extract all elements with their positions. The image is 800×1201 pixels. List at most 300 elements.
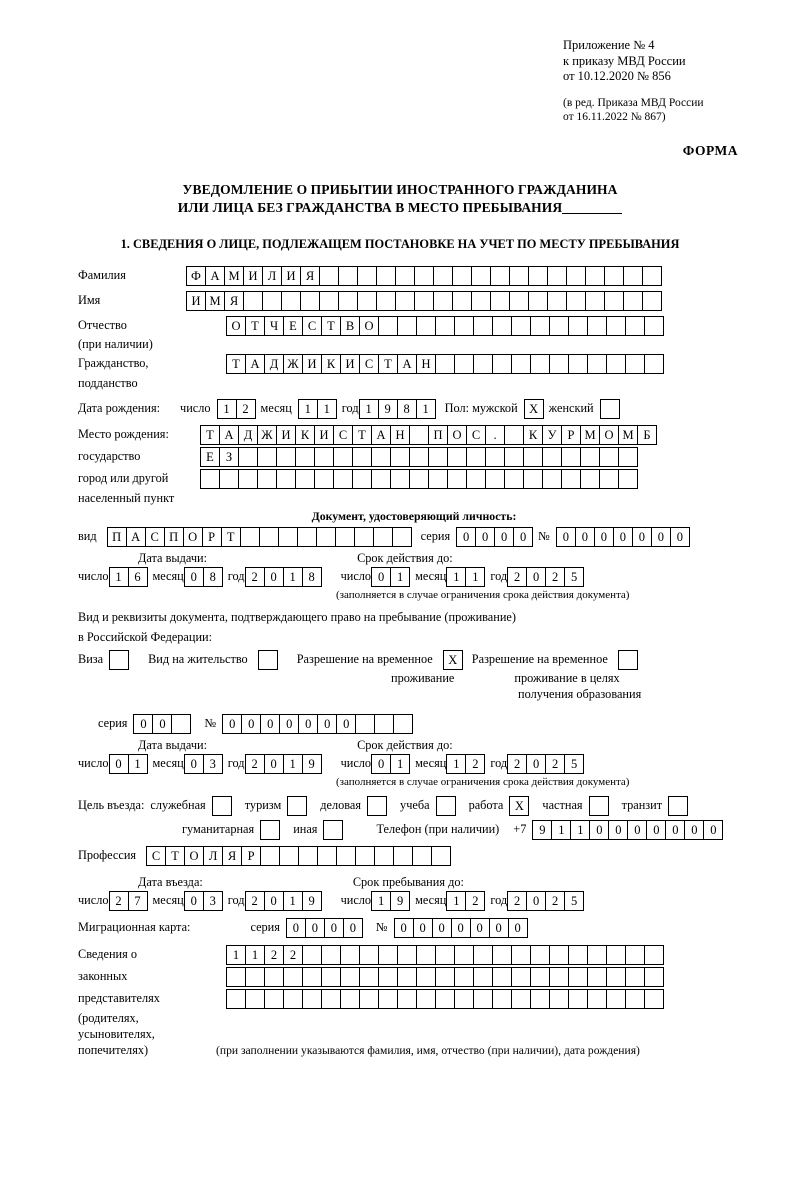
char-cell[interactable]: Ж	[257, 425, 277, 445]
char-cell[interactable]	[321, 989, 341, 1009]
char-cell[interactable]: 0	[413, 918, 433, 938]
char-cell[interactable]: 0	[241, 714, 261, 734]
char-cell[interactable]: 0	[526, 754, 546, 774]
char-cell[interactable]: И	[302, 354, 322, 374]
char-cell[interactable]	[276, 469, 296, 489]
char-cell[interactable]	[606, 354, 626, 374]
char-cell[interactable]	[283, 967, 303, 987]
char-cell[interactable]: Т	[321, 316, 341, 336]
char-cell[interactable]: 0	[279, 714, 299, 734]
char-cell[interactable]	[623, 291, 643, 311]
purpose-checkbox-служебная[interactable]	[212, 796, 232, 816]
char-cell[interactable]	[530, 945, 550, 965]
char-cell[interactable]: А	[397, 354, 417, 374]
char-cell[interactable]	[435, 989, 455, 1009]
char-cell[interactable]: 0	[632, 527, 652, 547]
char-cell[interactable]	[473, 316, 493, 336]
char-cell[interactable]: 0	[489, 918, 509, 938]
char-cell[interactable]: М	[205, 291, 225, 311]
char-cell[interactable]: 0	[470, 918, 490, 938]
char-cell[interactable]	[454, 354, 474, 374]
char-cell[interactable]: Т	[165, 846, 185, 866]
char-cell[interactable]: 0	[613, 527, 633, 547]
char-cell[interactable]: 1	[390, 754, 410, 774]
char-cell[interactable]: 1	[217, 399, 237, 419]
char-cell[interactable]	[587, 316, 607, 336]
char-cell[interactable]: Т	[245, 316, 265, 336]
char-cell[interactable]: Т	[352, 425, 372, 445]
char-cell[interactable]: Н	[416, 354, 436, 374]
char-cell[interactable]	[276, 447, 296, 467]
char-cell[interactable]	[300, 291, 320, 311]
char-cell[interactable]	[397, 989, 417, 1009]
char-cell[interactable]: И	[276, 425, 296, 445]
entry-month-input[interactable]	[184, 891, 222, 911]
char-cell[interactable]	[314, 469, 334, 489]
char-cell[interactable]: Т	[200, 425, 220, 445]
char-cell[interactable]	[340, 945, 360, 965]
char-cell[interactable]	[219, 469, 239, 489]
char-cell[interactable]	[295, 447, 315, 467]
char-cell[interactable]	[466, 469, 486, 489]
purpose-checkbox-работа[interactable]: X	[509, 796, 529, 816]
char-cell[interactable]: 6	[128, 567, 148, 587]
char-cell[interactable]: 0	[703, 820, 723, 840]
char-cell[interactable]	[530, 967, 550, 987]
char-cell[interactable]	[258, 650, 278, 670]
char-cell[interactable]	[393, 714, 413, 734]
char-cell[interactable]: 0	[152, 714, 172, 734]
entry-day-input[interactable]	[109, 891, 147, 911]
char-cell[interactable]: 0	[184, 891, 204, 911]
char-cell[interactable]: Д	[238, 425, 258, 445]
char-cell[interactable]: С	[466, 425, 486, 445]
char-cell[interactable]: Ж	[283, 354, 303, 374]
char-cell[interactable]	[171, 714, 191, 734]
char-cell[interactable]: А	[205, 266, 225, 286]
char-cell[interactable]: О	[447, 425, 467, 445]
char-cell[interactable]	[547, 291, 567, 311]
char-cell[interactable]: 1	[465, 567, 485, 587]
char-cell[interactable]	[566, 291, 586, 311]
char-cell[interactable]	[238, 447, 258, 467]
char-cell[interactable]	[447, 447, 467, 467]
char-cell[interactable]: А	[219, 425, 239, 445]
legal-line-3-input[interactable]	[226, 989, 663, 1009]
char-cell[interactable]: А	[245, 354, 265, 374]
char-cell[interactable]: X	[524, 399, 544, 419]
char-cell[interactable]: 1	[551, 820, 571, 840]
char-cell[interactable]: 1	[283, 891, 303, 911]
char-cell[interactable]	[625, 967, 645, 987]
char-cell[interactable]	[295, 469, 315, 489]
char-cell[interactable]	[374, 846, 394, 866]
char-cell[interactable]	[471, 266, 491, 286]
char-cell[interactable]	[528, 291, 548, 311]
char-cell[interactable]	[245, 989, 265, 1009]
char-cell[interactable]	[335, 527, 355, 547]
char-cell[interactable]: Я	[300, 266, 320, 286]
char-cell[interactable]	[473, 989, 493, 1009]
char-cell[interactable]	[454, 989, 474, 1009]
char-cell[interactable]	[340, 967, 360, 987]
char-cell[interactable]	[549, 316, 569, 336]
char-cell[interactable]	[278, 527, 298, 547]
char-cell[interactable]: 0	[513, 527, 533, 547]
stay-day-input[interactable]	[371, 891, 409, 911]
identity-issue-day-input[interactable]	[109, 567, 147, 587]
char-cell[interactable]: 0	[371, 567, 391, 587]
legal-line-1-input[interactable]	[226, 945, 663, 965]
permit-issue-day-input[interactable]	[109, 754, 147, 774]
char-cell[interactable]	[473, 967, 493, 987]
char-cell[interactable]: 1	[128, 754, 148, 774]
char-cell[interactable]	[226, 967, 246, 987]
char-cell[interactable]: 5	[564, 754, 584, 774]
char-cell[interactable]	[226, 989, 246, 1009]
char-cell[interactable]	[523, 447, 543, 467]
purpose-checkbox-гуманитарная[interactable]	[260, 820, 280, 840]
char-cell[interactable]: 0	[184, 567, 204, 587]
char-cell[interactable]: 0	[286, 918, 306, 938]
char-cell[interactable]	[587, 354, 607, 374]
permit-number-input[interactable]	[222, 714, 412, 734]
sex-male-checkbox[interactable]	[524, 399, 543, 419]
char-cell[interactable]	[260, 846, 280, 866]
char-cell[interactable]	[376, 266, 396, 286]
char-cell[interactable]: А	[371, 425, 391, 445]
char-cell[interactable]: 3	[203, 754, 223, 774]
legal-line-2-input[interactable]	[226, 967, 663, 987]
char-cell[interactable]: 0	[343, 918, 363, 938]
char-cell[interactable]	[240, 527, 260, 547]
purpose-checkbox-учеба[interactable]	[436, 796, 456, 816]
permit-valid-day-input[interactable]	[371, 754, 409, 774]
char-cell[interactable]	[338, 291, 358, 311]
char-cell[interactable]	[352, 447, 372, 467]
phone-input[interactable]	[532, 820, 722, 840]
char-cell[interactable]: 0	[665, 820, 685, 840]
char-cell[interactable]	[359, 945, 379, 965]
char-cell[interactable]: И	[281, 266, 301, 286]
char-cell[interactable]: 0	[646, 820, 666, 840]
char-cell[interactable]	[109, 650, 129, 670]
char-cell[interactable]	[580, 469, 600, 489]
char-cell[interactable]	[625, 354, 645, 374]
char-cell[interactable]	[298, 846, 318, 866]
char-cell[interactable]: 0	[260, 714, 280, 734]
char-cell[interactable]: И	[243, 266, 263, 286]
name-input[interactable]	[186, 291, 661, 311]
char-cell[interactable]: 2	[507, 754, 527, 774]
char-cell[interactable]	[435, 945, 455, 965]
char-cell[interactable]	[390, 469, 410, 489]
birthplace-line-2-input[interactable]	[200, 447, 637, 467]
identity-issue-year-input[interactable]	[245, 567, 321, 587]
char-cell[interactable]	[374, 714, 394, 734]
char-cell[interactable]: 2	[245, 891, 265, 911]
char-cell[interactable]: 2	[465, 754, 485, 774]
char-cell[interactable]	[473, 945, 493, 965]
char-cell[interactable]	[359, 989, 379, 1009]
char-cell[interactable]: О	[184, 846, 204, 866]
char-cell[interactable]: 2	[507, 891, 527, 911]
char-cell[interactable]: Р	[241, 846, 261, 866]
char-cell[interactable]: 0	[627, 820, 647, 840]
char-cell[interactable]	[371, 469, 391, 489]
char-cell[interactable]	[511, 967, 531, 987]
char-cell[interactable]: 0	[336, 714, 356, 734]
char-cell[interactable]	[528, 266, 548, 286]
char-cell[interactable]: 0	[475, 527, 495, 547]
char-cell[interactable]	[435, 354, 455, 374]
char-cell[interactable]	[355, 714, 375, 734]
char-cell[interactable]: 9	[302, 891, 322, 911]
char-cell[interactable]: 9	[390, 891, 410, 911]
char-cell[interactable]	[549, 945, 569, 965]
char-cell[interactable]	[547, 266, 567, 286]
purpose-checkbox-частная[interactable]	[589, 796, 609, 816]
char-cell[interactable]: П	[428, 425, 448, 445]
char-cell[interactable]	[587, 967, 607, 987]
char-cell[interactable]: 1	[359, 399, 379, 419]
char-cell[interactable]: 2	[245, 754, 265, 774]
char-cell[interactable]	[599, 447, 619, 467]
char-cell[interactable]	[397, 967, 417, 987]
char-cell[interactable]: Ф	[186, 266, 206, 286]
char-cell[interactable]	[604, 291, 624, 311]
char-cell[interactable]: А	[126, 527, 146, 547]
char-cell[interactable]	[523, 469, 543, 489]
edu-residence-checkbox[interactable]	[618, 650, 637, 670]
char-cell[interactable]	[568, 316, 588, 336]
char-cell[interactable]	[618, 447, 638, 467]
char-cell[interactable]	[492, 967, 512, 987]
char-cell[interactable]: О	[183, 527, 203, 547]
char-cell[interactable]	[302, 989, 322, 1009]
char-cell[interactable]: 0	[526, 567, 546, 587]
char-cell[interactable]: С	[146, 846, 166, 866]
char-cell[interactable]: 9	[378, 399, 398, 419]
char-cell[interactable]	[431, 846, 451, 866]
char-cell[interactable]	[428, 447, 448, 467]
char-cell[interactable]	[485, 469, 505, 489]
char-cell[interactable]	[642, 266, 662, 286]
permit-valid-month-input[interactable]	[446, 754, 484, 774]
char-cell[interactable]: Т	[226, 354, 246, 374]
char-cell[interactable]	[333, 469, 353, 489]
char-cell[interactable]: 0	[324, 918, 344, 938]
char-cell[interactable]	[490, 266, 510, 286]
char-cell[interactable]	[409, 469, 429, 489]
char-cell[interactable]	[279, 846, 299, 866]
char-cell[interactable]: Ч	[264, 316, 284, 336]
identity-valid-day-input[interactable]	[371, 567, 409, 587]
char-cell[interactable]: 2	[465, 891, 485, 911]
char-cell[interactable]: К	[523, 425, 543, 445]
char-cell[interactable]	[585, 291, 605, 311]
char-cell[interactable]	[352, 469, 372, 489]
char-cell[interactable]: П	[164, 527, 184, 547]
char-cell[interactable]	[376, 291, 396, 311]
char-cell[interactable]	[454, 967, 474, 987]
char-cell[interactable]	[492, 354, 512, 374]
char-cell[interactable]: 0	[494, 527, 514, 547]
char-cell[interactable]: Я	[222, 846, 242, 866]
char-cell[interactable]	[642, 291, 662, 311]
permit-series-input[interactable]	[133, 714, 190, 734]
permit-valid-year-input[interactable]	[507, 754, 583, 774]
char-cell[interactable]	[542, 469, 562, 489]
char-cell[interactable]	[321, 945, 341, 965]
char-cell[interactable]	[504, 447, 524, 467]
char-cell[interactable]: М	[618, 425, 638, 445]
char-cell[interactable]	[259, 527, 279, 547]
char-cell[interactable]	[238, 469, 258, 489]
char-cell[interactable]	[314, 447, 334, 467]
char-cell[interactable]	[390, 447, 410, 467]
char-cell[interactable]: 0	[508, 918, 528, 938]
purpose-checkbox-транзит[interactable]	[668, 796, 688, 816]
char-cell[interactable]: 2	[545, 891, 565, 911]
char-cell[interactable]	[395, 266, 415, 286]
char-cell[interactable]	[243, 291, 263, 311]
char-cell[interactable]: Д	[264, 354, 284, 374]
char-cell[interactable]: 2	[236, 399, 256, 419]
char-cell[interactable]	[414, 291, 434, 311]
char-cell[interactable]: С	[359, 354, 379, 374]
char-cell[interactable]	[336, 846, 356, 866]
char-cell[interactable]	[393, 846, 413, 866]
identity-kind-input[interactable]	[107, 527, 411, 547]
char-cell[interactable]: 1	[446, 891, 466, 911]
char-cell[interactable]: 0	[394, 918, 414, 938]
char-cell[interactable]	[257, 447, 277, 467]
char-cell[interactable]	[340, 989, 360, 1009]
char-cell[interactable]	[625, 316, 645, 336]
char-cell[interactable]: 5	[564, 567, 584, 587]
char-cell[interactable]: .	[485, 425, 505, 445]
char-cell[interactable]: 0	[526, 891, 546, 911]
char-cell[interactable]: 3	[203, 891, 223, 911]
char-cell[interactable]	[435, 967, 455, 987]
char-cell[interactable]: О	[599, 425, 619, 445]
char-cell[interactable]: М	[580, 425, 600, 445]
char-cell[interactable]: 0	[556, 527, 576, 547]
char-cell[interactable]	[200, 469, 220, 489]
char-cell[interactable]	[625, 989, 645, 1009]
char-cell[interactable]: С	[302, 316, 322, 336]
char-cell[interactable]	[580, 447, 600, 467]
char-cell[interactable]: 1	[109, 567, 129, 587]
char-cell[interactable]	[600, 399, 620, 419]
char-cell[interactable]	[392, 527, 412, 547]
char-cell[interactable]	[395, 291, 415, 311]
char-cell[interactable]	[606, 967, 626, 987]
char-cell[interactable]	[397, 316, 417, 336]
char-cell[interactable]: И	[186, 291, 206, 311]
char-cell[interactable]: 0	[651, 527, 671, 547]
char-cell[interactable]	[454, 316, 474, 336]
char-cell[interactable]	[245, 967, 265, 987]
char-cell[interactable]	[378, 945, 398, 965]
identity-issue-month-input[interactable]	[184, 567, 222, 587]
char-cell[interactable]: М	[224, 266, 244, 286]
char-cell[interactable]	[511, 316, 531, 336]
char-cell[interactable]: Я	[224, 291, 244, 311]
char-cell[interactable]: 0	[456, 527, 476, 547]
profession-input[interactable]	[146, 846, 450, 866]
char-cell[interactable]	[264, 967, 284, 987]
migration-series-input[interactable]	[286, 918, 362, 938]
char-cell[interactable]	[492, 945, 512, 965]
char-cell[interactable]: Л	[262, 266, 282, 286]
char-cell[interactable]: К	[295, 425, 315, 445]
residence-permit-checkbox[interactable]	[258, 650, 277, 670]
char-cell[interactable]	[644, 354, 664, 374]
char-cell[interactable]	[585, 266, 605, 286]
char-cell[interactable]	[428, 469, 448, 489]
char-cell[interactable]	[433, 266, 453, 286]
char-cell[interactable]	[435, 316, 455, 336]
char-cell[interactable]	[283, 989, 303, 1009]
purpose-checkbox-деловая[interactable]	[367, 796, 387, 816]
char-cell[interactable]	[433, 291, 453, 311]
char-cell[interactable]	[452, 291, 472, 311]
char-cell[interactable]	[373, 527, 393, 547]
char-cell[interactable]	[566, 266, 586, 286]
char-cell[interactable]	[644, 967, 664, 987]
char-cell[interactable]	[416, 945, 436, 965]
char-cell[interactable]: 0	[264, 567, 284, 587]
char-cell[interactable]	[416, 316, 436, 336]
char-cell[interactable]	[485, 447, 505, 467]
char-cell[interactable]	[644, 316, 664, 336]
char-cell[interactable]: С	[145, 527, 165, 547]
char-cell[interactable]	[321, 967, 341, 987]
char-cell[interactable]	[549, 354, 569, 374]
birth-day-input[interactable]	[217, 399, 255, 419]
char-cell[interactable]: 7	[128, 891, 148, 911]
char-cell[interactable]: 0	[264, 891, 284, 911]
char-cell[interactable]	[319, 291, 339, 311]
permit-issue-month-input[interactable]	[184, 754, 222, 774]
char-cell[interactable]: 2	[545, 567, 565, 587]
patronymic-input[interactable]	[226, 316, 663, 336]
char-cell[interactable]: 0	[184, 754, 204, 774]
char-cell[interactable]: 1	[298, 399, 318, 419]
char-cell[interactable]: 0	[298, 714, 318, 734]
char-cell[interactable]: 0	[684, 820, 704, 840]
char-cell[interactable]	[357, 266, 377, 286]
char-cell[interactable]	[264, 989, 284, 1009]
char-cell[interactable]	[319, 266, 339, 286]
char-cell[interactable]: 0	[133, 714, 153, 734]
char-cell[interactable]	[302, 945, 322, 965]
char-cell[interactable]: О	[226, 316, 246, 336]
char-cell[interactable]: 0	[317, 714, 337, 734]
char-cell[interactable]	[371, 447, 391, 467]
char-cell[interactable]: З	[219, 447, 239, 467]
char-cell[interactable]: 1	[371, 891, 391, 911]
char-cell[interactable]	[333, 447, 353, 467]
char-cell[interactable]	[471, 291, 491, 311]
char-cell[interactable]	[397, 945, 417, 965]
char-cell[interactable]	[568, 945, 588, 965]
char-cell[interactable]	[511, 989, 531, 1009]
identity-valid-month-input[interactable]	[446, 567, 484, 587]
char-cell[interactable]	[618, 650, 638, 670]
